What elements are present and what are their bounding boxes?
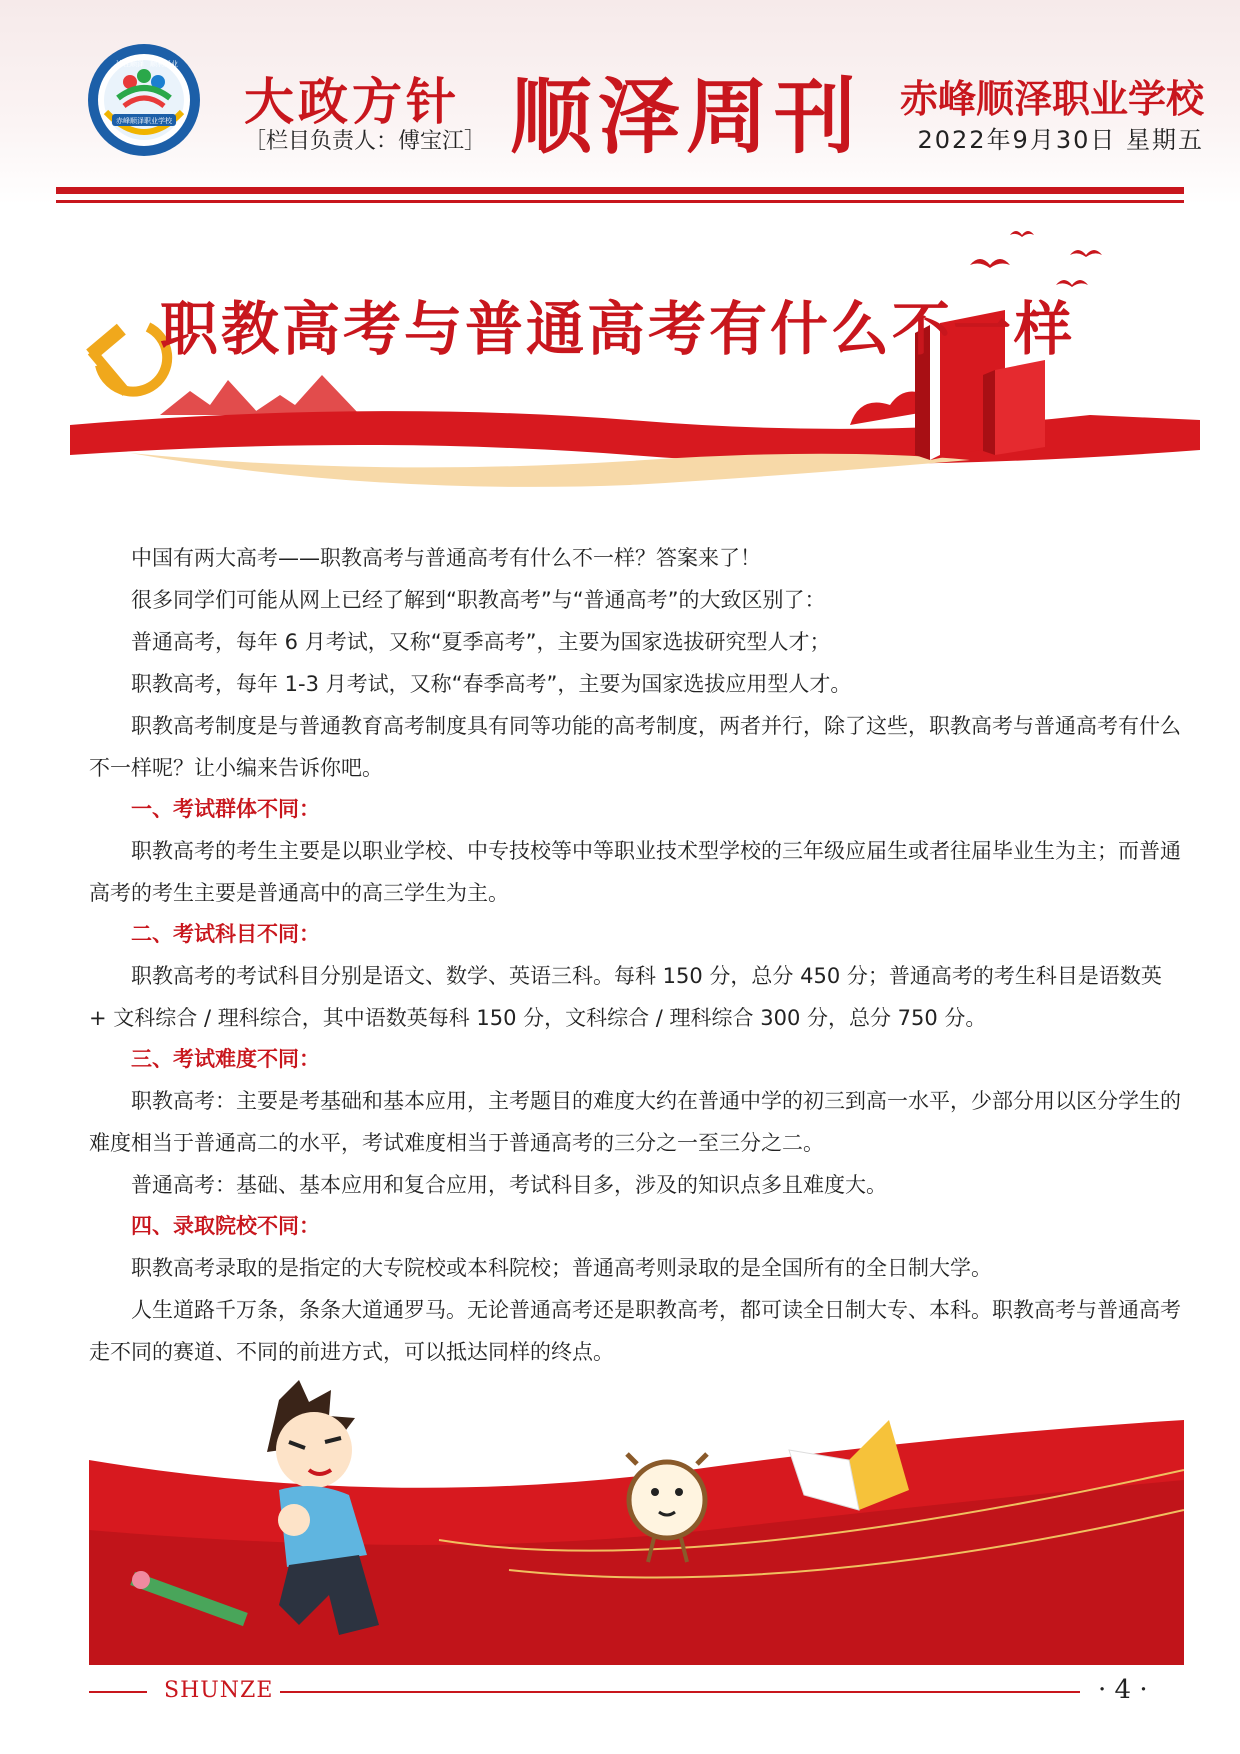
section-paragraph: 普通高考：基础、基本应用和复合应用，考试科目多，涉及的知识点多且难度大。 xyxy=(131,1173,887,1197)
column-title: 大政方针 xyxy=(244,73,460,131)
article-title: 职教高考与普通高考有什么不一样 xyxy=(160,295,1076,363)
logo-text: 赤峰顺泽职业学校 xyxy=(116,117,172,125)
masthead: 顺泽周刊 xyxy=(510,69,863,165)
section-paragraph: 职教高考：主要是考基础和基本应用，主考题目的难度大约在普通中学的初三到高一水平，少部分用以区分学生的难度相当于普通高二的水平，考试难度相当于普通高考的三分之一至三分之二。 xyxy=(89,1089,1181,1155)
section-heading: 四、录取院校不同： xyxy=(131,1214,320,1238)
section-paragraph: 职教高考录取的是指定的大专院校或本科院校；普通高考则录取的是全国所有的全日制大学。 xyxy=(131,1256,992,1280)
page-number: · 4 · xyxy=(1098,1675,1148,1705)
bottom-illustration xyxy=(89,1380,1184,1665)
section-heading: 二、考试科目不同： xyxy=(131,922,320,946)
birds-icon xyxy=(970,231,1102,287)
issue-date: 2022年9月30日 星期五 xyxy=(917,126,1204,154)
section-paragraph: 职教高考的考生主要是以职业学校、中专技校等中等职业技术型学校的三年级应届生或者往届毕业生为主；而普通高考的考生主要是普通高中的高三学生为主。 xyxy=(89,839,1181,905)
article-body xyxy=(89,537,1182,1373)
intro-paragraph: 很多同学们可能从网上已经了解到“职教高考”与“普通高考”的大致区别了： xyxy=(131,588,826,612)
title-banner xyxy=(70,215,1200,520)
hammer-sickle-icon xyxy=(86,324,167,396)
intro-paragraph: 中国有两大高考——职教高考与普通高考有什么不一样？答案来了！ xyxy=(131,546,761,570)
column-owner: ［栏目负责人：傅宝江］ xyxy=(244,129,487,154)
section-paragraph: 职教高考的考试科目分别是语文、数学、英语三科。每科 150 分，总分 450 分；普通高考的考生科目是语数英 + 文科综合 / 理科综合，其中语数英每科 150 分，文科综合 / 理科综合 300 分，总分 750 分。 xyxy=(89,964,1162,1030)
section-heading: 一、考试群体不同： xyxy=(131,797,320,821)
footer-brand: SHUNZE xyxy=(164,1678,274,1703)
intro-paragraph: 普通高考，每年 6 月考试，又称“夏季高考”，主要为国家选拔研究型人才； xyxy=(131,630,831,654)
mountains-icon xyxy=(160,375,360,415)
footer-line-left xyxy=(89,1691,147,1693)
school-name: 赤峰顺泽职业学校 xyxy=(899,77,1204,121)
footer-line-right xyxy=(280,1691,1080,1693)
section-heading: 三、考试难度不同： xyxy=(131,1047,320,1071)
school-logo xyxy=(86,42,202,158)
logo-motto-right: 顺利择业 xyxy=(150,60,178,68)
intro-paragraph: 职教高考，每年 1-3 月考试，又称“春季高考”，主要为国家选拔应用型人才。 xyxy=(131,672,852,696)
header-divider-thick xyxy=(56,187,1184,194)
section-paragraph: 人生道路千万条，条条大道通罗马。无论普通高考还是职教高考，都可读全日制大专、本科。职教高考与普通高考走不同的赛道、不同的前进方式，可以抵达同样的终点。 xyxy=(89,1298,1181,1364)
intro-paragraph: 职教高考制度是与普通教育高考制度具有同等功能的高考制度，两者并行，除了这些，职教高考与普通高考有什么不一样呢？让小编来告诉你吧。 xyxy=(89,714,1181,780)
header-divider-thin xyxy=(56,200,1184,203)
logo-motto-left: 达往顺泽 xyxy=(116,60,144,68)
